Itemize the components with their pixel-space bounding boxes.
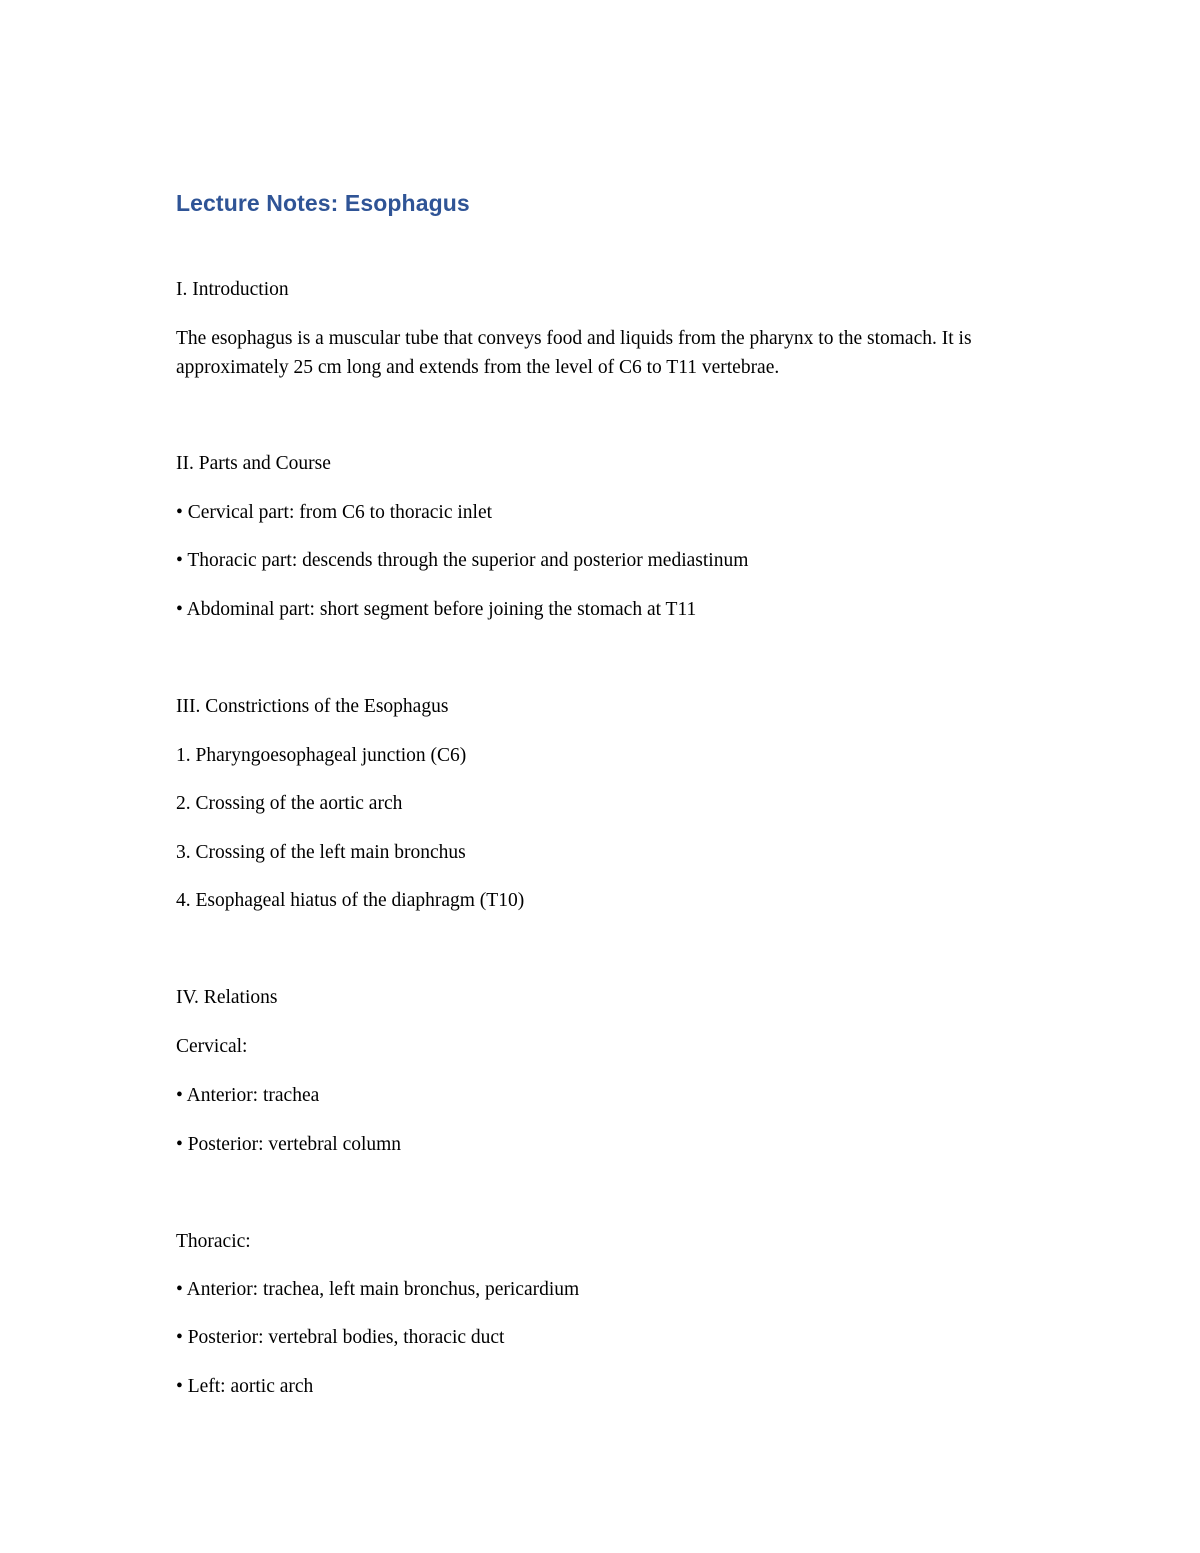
list-item: • Posterior: vertebral column [176, 1134, 402, 1155]
list-item: • Posterior: vertebral bodies, thoracic duct [176, 1327, 505, 1348]
list-item: 4. Esophageal hiatus of the diaphragm (T10) [176, 890, 525, 911]
list-item: 2. Crossing of the aortic arch [176, 793, 403, 814]
list-item: • Abdominal part: short segment before joining the stomach at T11 [176, 599, 697, 620]
section-heading-relations: IV. Relations [176, 987, 278, 1008]
section-heading-parts: II. Parts and Course [176, 453, 331, 474]
section-heading-constrictions: III. Constrictions of the Esophagus [176, 696, 449, 717]
list-item: • Anterior: trachea [176, 1085, 320, 1106]
list-item: • Thoracic part: descends through the superior and posterior mediastinum [176, 550, 749, 571]
list-item: 3. Crossing of the left main bronchus [176, 842, 466, 863]
list-item: 1. Pharyngoesophageal junction (C6) [176, 745, 467, 766]
subheading-thoracic: Thoracic: [176, 1231, 251, 1252]
list-item: • Left: aortic arch [176, 1376, 314, 1397]
section-heading-introduction: I. Introduction [176, 279, 289, 300]
document-title: Lecture Notes: Esophagus [176, 190, 470, 216]
introduction-paragraph: The esophagus is a muscular tube that conveys food and liquids from the pharynx to the stomach. It is approximately 25 cm long and extends from the level of C6 to T11 vertebrae. [176, 328, 972, 378]
list-item: • Anterior: trachea, left main bronchus, pericardium [176, 1279, 580, 1300]
list-item: • Cervical part: from C6 to thoracic inlet [176, 502, 493, 523]
subheading-cervical: Cervical: [176, 1036, 248, 1057]
